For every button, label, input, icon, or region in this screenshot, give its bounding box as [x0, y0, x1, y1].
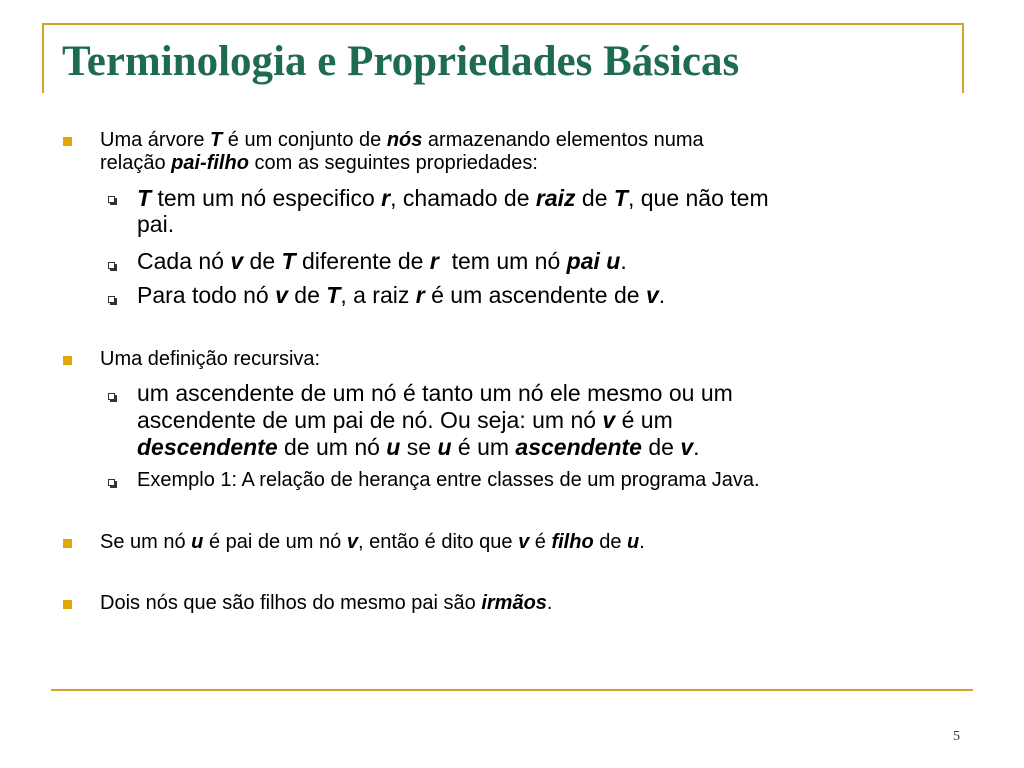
sub-bullet-box-icon [108, 296, 115, 303]
text: . [658, 282, 666, 308]
term-filho: filho [551, 531, 594, 553]
bullet-4 [100, 592, 552, 615]
text: Para todo nó [137, 282, 276, 308]
text: . [639, 531, 645, 553]
sub-bullet-1b [137, 248, 627, 274]
text: . [546, 592, 553, 614]
symbol-u: u [191, 531, 204, 553]
symbol-v: v [230, 248, 244, 274]
symbol-v: v [346, 531, 358, 553]
term-descendente: descendente [137, 434, 278, 460]
text: armazenando elementos numa [422, 129, 704, 151]
term-irmaos: irmãos [481, 592, 547, 614]
title-frame-left-rule [42, 23, 44, 93]
text: tem um nó especifico [151, 185, 382, 211]
text: de [593, 531, 628, 553]
term-nos: nós [386, 129, 423, 151]
symbol-T: T [326, 282, 341, 308]
text: . [620, 248, 627, 274]
sub-bullet-box-icon [108, 196, 115, 203]
slide-title: Terminologia e Propriedades Básicas [62, 38, 740, 85]
symbol-u: u [386, 434, 401, 460]
symbol-v: v [645, 282, 659, 308]
text: tem um nó [438, 248, 567, 274]
sub-bullet-2a-line-1: um ascendente de um nó é tanto um nó ele mesmo ou um [137, 380, 733, 406]
term-raiz: raiz [535, 185, 576, 211]
sub-bullet-box-icon [108, 393, 115, 400]
symbol-T: T [210, 129, 223, 151]
bullet-square-icon [63, 137, 72, 146]
text: ascendente de um pai de nó. Ou seja: um nó [137, 407, 603, 433]
symbol-v: v [602, 407, 616, 433]
term-ascendente: ascendente [515, 434, 642, 460]
sub-bullet-box-icon [108, 479, 115, 486]
symbol-u: u [437, 434, 452, 460]
symbol-T: T [137, 185, 152, 211]
text: , então é dito que [357, 531, 519, 553]
page-number: 5 [953, 729, 960, 744]
symbol-v: v [275, 282, 288, 308]
text: , a raiz [340, 282, 416, 308]
text: Se um nó [100, 531, 192, 553]
text: é um conjunto de [222, 129, 387, 151]
sub-bullet-1a-line-2: pai. [137, 211, 175, 237]
footer-rule [51, 689, 973, 691]
bullet-square-icon [63, 600, 72, 609]
bullet-square-icon [63, 356, 72, 365]
text: é [529, 531, 552, 553]
symbol-r: r [415, 282, 425, 308]
text: é um ascendente de [424, 282, 646, 308]
text: Uma árvore [100, 129, 211, 151]
bullet-3 [100, 531, 645, 554]
title-frame-top-rule [42, 23, 964, 25]
symbol-u: u [627, 531, 640, 553]
text: diferente de [295, 248, 430, 274]
symbol-v: v [518, 531, 530, 553]
text: Dois nós que são filhos do mesmo pai são [100, 592, 482, 614]
sub-bullet-2a-line-2 [137, 407, 673, 433]
title-frame-right-rule [962, 23, 964, 93]
text: Cada nó [137, 248, 231, 274]
bullet-1-line-1 [100, 129, 704, 152]
term-pai-u: pai u [566, 248, 621, 274]
symbol-r: r [429, 248, 439, 274]
sub-bullet-2b: Exemplo 1: A relação de herança entre classes de um programa Java. [137, 469, 760, 491]
term-pai-filho: pai-filho [171, 152, 249, 174]
text: , que não tem [627, 185, 769, 211]
sub-bullet-1c [137, 282, 665, 308]
text: de [575, 185, 614, 211]
text: é um [615, 407, 673, 433]
text: relação [100, 152, 172, 174]
sub-bullet-1a-line-1 [137, 185, 769, 211]
symbol-T: T [281, 248, 296, 274]
text: de [287, 282, 327, 308]
bullet-2: Uma definição recursiva: [100, 348, 321, 370]
bullet-square-icon [63, 539, 72, 548]
text: , chamado de [390, 185, 536, 211]
sub-bullet-2a-line-3 [137, 434, 700, 460]
text: é pai de um nó [203, 531, 347, 553]
symbol-v: v [680, 434, 694, 460]
text: de [641, 434, 681, 460]
text: com as seguintes propriedades: [248, 152, 538, 174]
bullet-1-line-2 [100, 152, 538, 175]
text: se [400, 434, 438, 460]
text: de um nó [277, 434, 387, 460]
symbol-r: r [381, 185, 391, 211]
symbol-T: T [613, 185, 628, 211]
sub-bullet-box-icon [108, 262, 115, 269]
text: é um [451, 434, 516, 460]
text: de [243, 248, 282, 274]
text: . [693, 434, 700, 460]
